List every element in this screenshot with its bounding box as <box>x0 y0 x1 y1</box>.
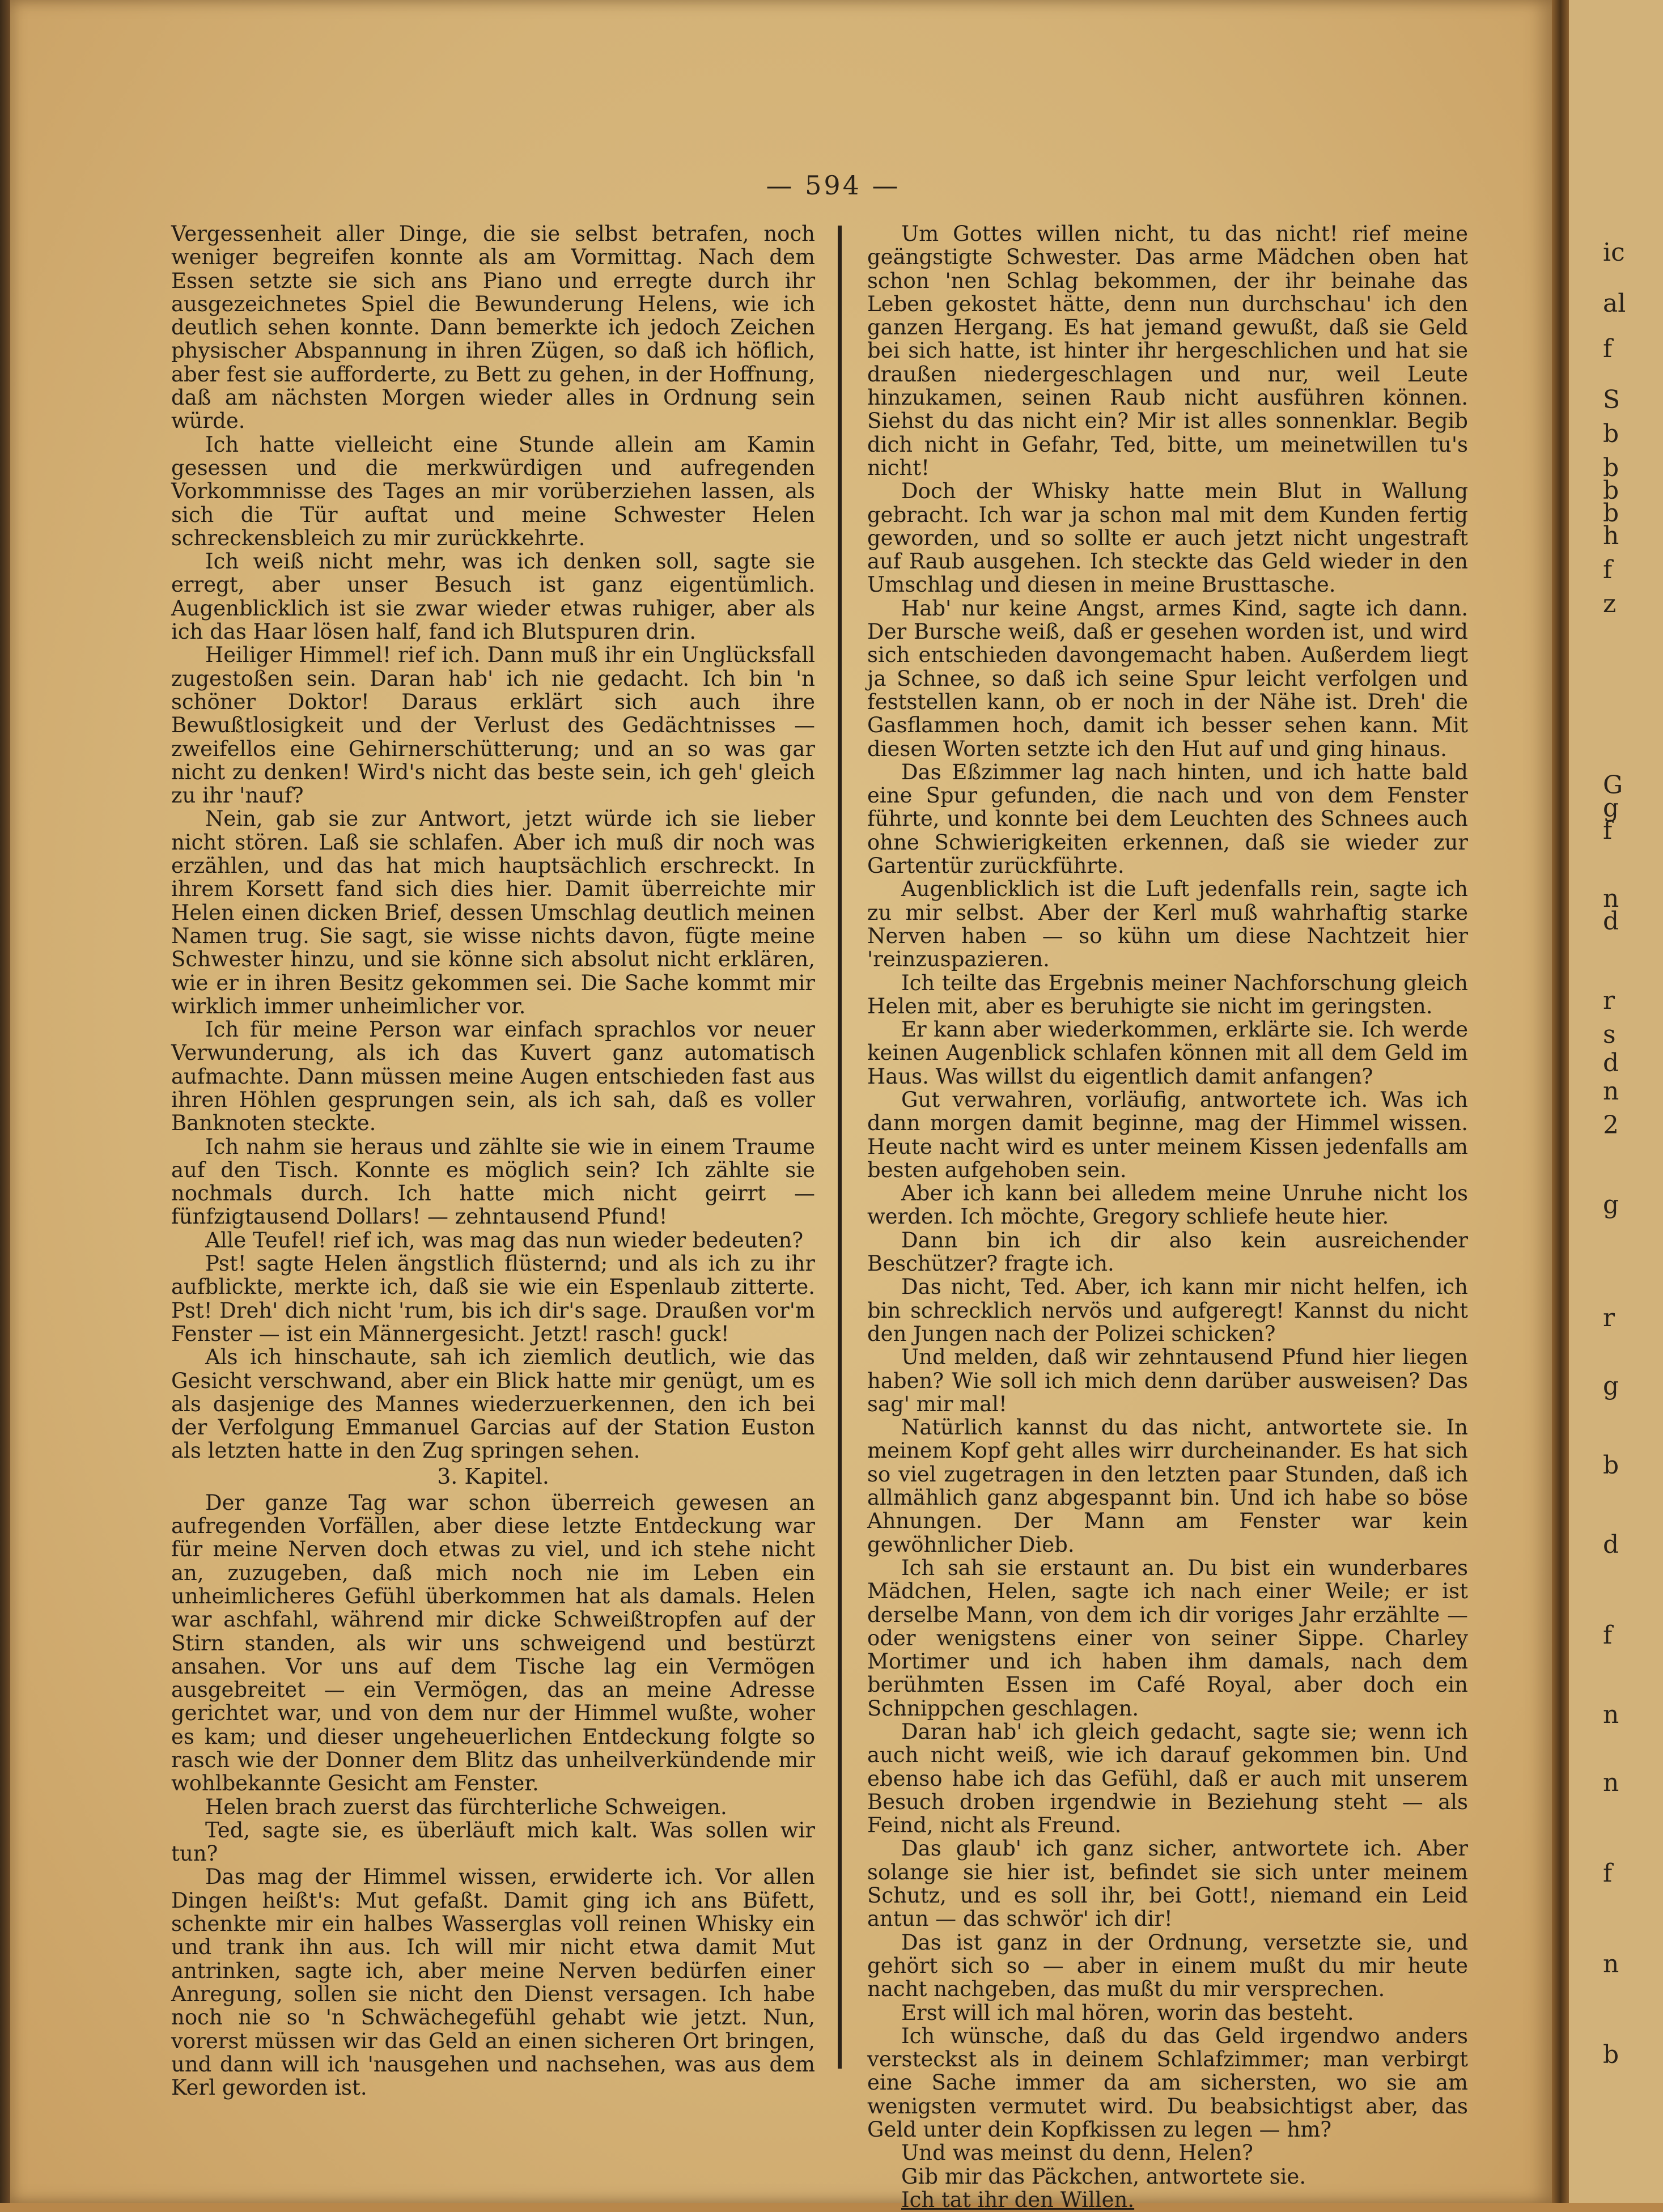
next-page-fragment: r <box>1603 986 1615 1015</box>
next-page-fragment: s <box>1603 1020 1616 1049</box>
next-page-fragment: f <box>1603 334 1613 363</box>
right-paragraph-7: Er kann aber wiederkommen, erklärte sie. Ich werde keinen Augenblick schlafen können mit all dem Geld im Haus. Was willst du eigentlich damit anfangen? <box>867 1017 1468 1089</box>
next-page-fragment: 2 <box>1603 1111 1619 1140</box>
next-page-fragment: z <box>1603 589 1617 618</box>
left-paragraph-14: Das mag der Himmel wissen, erwiderte ich. Vor allen Dingen heißt's: Mut gefaßt. Damit ging ich ans Büfett, schenkte mir ein halbes Wasserglas voll reinen Whisky ein und trank ihn aus. Ich will mir nicht etwa damit Mut antrinken, sagte ich, aber meine Nerven bedürfen einer Anregung, sollen sie nicht den Dienst versagen. Ich habe noch nie so 'n Schwächegefühl gehabt wie jetzt. Nun, vorerst müssen wir das Geld an einen sicheren Ort bringen, und dann will ich 'nausgehen und nachsehen, was aus dem Kerl geworden ist. <box>171 1865 815 2100</box>
right-paragraph-22: Ich tat ihr den Willen. <box>901 2187 1135 2212</box>
right-paragraph-10: Dann bin ich dir also kein ausreichender Beschützer? fragte ich. <box>867 1228 1468 1276</box>
page-number: — 594 — <box>766 170 901 201</box>
next-page-fragment: al <box>1603 289 1626 318</box>
right-paragraph-2: Doch der Whisky hatte mein Blut in Wallung gebracht. Ich war ja schon mal mit dem Kunden fertig geworden, und so sollte er auch jetzt nicht ungestraft auf Raub ausgehen. Ich steckte das Geld wieder in den Umschlag und diesen in meine Brusttasche. <box>867 479 1468 597</box>
next-page-fragment: b <box>1603 453 1619 482</box>
left-column <box>171 222 815 2099</box>
next-page-fragment: b <box>1603 476 1619 505</box>
right-paragraph-21: Gib mir das Päckchen, antwortete sie. <box>901 2164 1306 2189</box>
left-paragraph-8: Alle Teufel! rief ich, was mag das nun wieder bedeuten? <box>205 1228 804 1253</box>
right-paragraph-19: Ich wünsche, daß du das Geld irgendwo anders versteckst als in deinem Schlafzimmer; man verbirgt eine Sache immer da am sichersten, wo sie am wenigsten vermutet wird. Du beabsichtigst aber, das Geld unter dein Kopfkissen zu legen — hm? <box>867 2023 1468 2142</box>
next-page-fragment: h <box>1603 521 1619 550</box>
right-paragraph-15: Daran hab' ich gleich gedacht, sagte sie; wenn ich auch nicht weiß, wie ich darauf gekommen bin. Und ebenso habe ich das Gefühl, daß er auch mit unserem Besuch droben irgendwie in Beziehung steht — als Feind, nicht als Freund. <box>867 1719 1468 1838</box>
next-page-fragment: f <box>1603 816 1613 845</box>
next-page-fragment: d <box>1603 1530 1619 1559</box>
next-page-fragment: g <box>1603 1372 1619 1400</box>
next-page-fragment: r <box>1603 1304 1615 1332</box>
left-paragraph-7: Ich nahm sie heraus und zählte sie wie in einem Traume auf den Tisch. Konnte es möglich sein? Ich zählte sie nochmals durch. Ich hatte mich nicht geirrt — fünfzigtausend Dollars! — zehntausend Pfund! <box>171 1134 815 1229</box>
column-divider <box>838 226 842 2069</box>
right-paragraph-13: Natürlich kannst du das nicht, antwortete sie. In meinem Kopf geht alles wirr durcheinander. Es hat sich so viel zugetragen in den letzten paar Stunden, daß ich allmählich ganz abgespannt bin. Und ich habe so böse Ahnungen. Der Mann am Fenster war kein gewöhnlicher Dieb. <box>867 1415 1468 1557</box>
left-paragraph-9: Pst! sagte Helen ängstlich flüsternd; und als ich zu ihr aufblickte, merkte ich, daß sie wie ein Espenlaub zitterte. Pst! Dreh' dich nicht 'rum, bis ich dir's sage. Draußen vor'm Fenster — ist ein Männergesicht. Jetzt! rasch! guck! <box>171 1251 815 1346</box>
right-column <box>867 222 1468 2211</box>
right-paragraph-12: Und melden, daß wir zehntausend Pfund hier liegen haben? Wie soll ich mich denn darüber ausweisen? Das sag' mir mal! <box>867 1345 1468 1416</box>
next-page-fragment: n <box>1603 1768 1619 1797</box>
left-paragraph-4: Heiliger Himmel! rief ich. Dann muß ihr ein Unglücksfall zugestoßen sein. Daran hab' ich nie gedacht. Ich bin 'n schöner Doktor! Daraus erklärt sich auch ihre Bewußtlosigkeit und der Verlust des Gedächtnisses — zweifellos eine Gehirnerschütterung; und an so was gar nicht zu denken! Wird's nicht das beste sein, ich geh' gleich zu ihr 'nauf? <box>171 643 815 808</box>
right-paragraph-17: Das ist ganz in der Ordnung, versetzte sie, und gehört sich so — aber in einem mußt du mir heute nacht nachgeben, das mußt du mir versprechen. <box>867 1930 1468 2002</box>
right-paragraph-4: Das Eßzimmer lag nach hinten, und ich hatte bald eine Spur gefunden, die nach und von dem Fenster führte, und konnte bei dem Leuchten des Schnees auch ohne Schwierigkeiten erkennen, daß sie wieder zur Gartentür zurückführte. <box>867 759 1468 878</box>
next-page-fragment: f <box>1603 555 1613 584</box>
next-page-fragment: b <box>1603 2040 1619 2069</box>
left-paragraph-11: Der ganze Tag war schon überreich gewesen an aufregenden Vorfällen, aber diese letzte Entdeckung war für meine Nerven doch etwas zu viel, und ich stehe nicht an, zuzugeben, daß mich noch nie im Leben ein unheimlicheres Gefühl überkommen hat als damals. Helen war aschfahl, während mir dicke Schweißtropfen auf der Stirn standen, als wir uns schweigend und bestürzt ansahen. Vor uns auf dem Tische lag ein Vermögen ausgebreitet — ein Vermögen, das an meine Adresse gerichtet war, und von dem nur der Himmel wußte, woher es kam; und dieser ungeheuerlichen Entdeckung folgte so rasch wie der Donner dem Blitz das unheilverkündende mir wohlbekannte Gesicht am Fenster. <box>171 1490 815 1796</box>
next-page-fragment: ic <box>1603 238 1625 267</box>
right-paragraph-11: Das nicht, Ted. Aber, ich kann mir nicht helfen, ich bin schrecklich nervös und aufgeregt! Kannst du nicht den Jungen nach der Polizei schicken? <box>867 1275 1468 1346</box>
next-page-fragment: f <box>1603 1859 1613 1888</box>
right-paragraph-6: Ich teilte das Ergebnis meiner Nachforschung gleich Helen mit, aber es beruhigte sie nicht im geringsten. <box>867 970 1468 1018</box>
next-page-fragment: b <box>1603 419 1619 448</box>
next-page-fragment: g <box>1603 793 1619 822</box>
left-paragraph-2: Ich hatte vielleicht eine Stunde allein am Kamin gesessen und die merkwürdigen und aufregenden Vorkommnisse des Tages an mir vorüberziehen lassen, als sich die Tür auftat und meine Schwester Helen schreckensbleich zu mir zurückkehrte. <box>171 432 815 550</box>
right-paragraph-14: Ich sah sie erstaunt an. Du bist ein wunderbares Mädchen, Helen, sagte ich nach einer Weile; er ist derselbe Mann, von dem ich dir voriges Jahr erzählte — oder wenigstens einer von seiner Sippe. Charley Mortimer und ich haben ihm damals, nach dem berühmten Essen im Café Royal, aber doch ein Schnippchen geschlagen. <box>867 1555 1468 1721</box>
next-page-fragment: d <box>1603 907 1619 936</box>
left-paragraph-5: Nein, gab sie zur Antwort, jetzt würde ich sie lieber nicht stören. Laß sie schlafen. Aber ich muß dir noch was erzählen, und das hat mich hauptsächlich erschreckt. In ihrem Korsett fand sich dies hier. Damit überreichte mir Helen einen dicken Brief, dessen Umschlag deutlich meinen Namen trug. Sie sagt, sie wisse nichts davon, fügte meine Schwester hinzu, und sie könne sich absolut nicht erklären, wie er in ihren Besitz gekommen sei. Die Sache kommt mir wirklich immer unheimlicher vor. <box>171 806 815 1018</box>
left-paragraph-6: Ich für meine Person war einfach sprachlos vor neuer Verwunderung, als ich das Kuvert ganz automatisch aufmachte. Dann müssen meine Augen entschieden fast aus ihren Höhlen gesprungen sein, als ich sah, daß es voller Banknoten steckte. <box>171 1017 815 1136</box>
left-paragraph-10: Als ich hinschaute, sah ich ziemlich deutlich, wie das Gesicht verschwand, aber ein Blick hatte mir genügt, um es als dasjenige des Mannes wiederzuerkennen, den ich bei der Verfolgung Emmanuel Garcias auf der Station Euston als letzten hatte in den Zug springen sehen. <box>171 1345 815 1463</box>
right-paragraph-18: Erst will ich mal hören, worin das besteht. <box>901 2000 1354 2025</box>
right-paragraph-9: Aber ich kann bei alledem meine Unruhe nicht los werden. Ich möchte, Gregory schliefe heute hier. <box>867 1181 1468 1229</box>
next-page-fragment: G <box>1603 771 1623 800</box>
next-page-fragment: f <box>1603 1621 1613 1650</box>
right-paragraph-3: Hab' nur keine Angst, armes Kind, sagte ich dann. Der Bursche weiß, daß er gesehen worden ist, und wird sich entschieden davongemacht haben. Außerdem liegt ja Schnee, so daß ich seine Spur leicht verfolgen und feststellen kann, ob er noch in der Nähe ist. Dreh' die Gasflammen hoch, damit ich besser sehen kann. Mit diesen Worten setzte ich den Hut auf und ging hinaus. <box>867 596 1468 761</box>
next-page-fragment: S <box>1603 385 1620 414</box>
next-page-fragment: b <box>1603 499 1619 528</box>
right-paragraph-8: Gut verwahren, vorläufig, antwortete ich. Was ich dann morgen damit beginne, mag der Himmel wissen. Heute nacht wird es unter meinem Kissen jedenfalls am besten aufgehoben sein. <box>867 1087 1468 1182</box>
scan-left-edge <box>0 0 10 2203</box>
next-page-fragment: d <box>1603 1048 1619 1077</box>
left-paragraph-3: Ich weiß nicht mehr, was ich denken soll, sagte sie erregt, aber unser Besuch ist ganz eigentümlich. Augenblicklich ist sie zwar wieder etwas ruhiger, aber als ich das Haar lösen half, fand ich Blutspuren drin. <box>171 549 815 644</box>
right-paragraph-1: Um Gottes willen nicht, tu das nicht! rief meine geängstigte Schwester. Das arme Mädchen oben hat schon 'nen Schlag bekommen, der ihr beinahe das Leben gekostet hätte, denn nun durchschau' ich den ganzen Hergang. Es hat jemand gewußt, daß sie Geld bei sich hatte, ist hinter ihr hergeschlichen und hat sie draußen niedergeschlagen und nur, weil Leute hinzukamen, seinen Raub nicht ausführen können. Siehst du das nicht ein? Mir ist alles sonnenklar. Begib dich nicht in Gefahr, Ted, bitte, um meinetwillen tu's nicht! <box>867 222 1468 480</box>
next-page-fragment: n <box>1603 1077 1619 1106</box>
left-paragraph-1: Vergessenheit aller Dinge, die sie selbst betrafen, noch weniger begreifen konnte als am Vormittag. Nach dem Essen setzte sie sich ans Piano und erregte durch ihr ausgezeichnetes Spiel die Bewunderung Helens, wie ich deutlich sehen konnte. Dann bemerkte ich jedoch Zeichen physischer Abspannung in ihren Zügen, so daß ich höflich, aber fest sie aufforderte, zu Bett zu gehen, in der Hoffnung, daß am nächsten Morgen wieder alles in Ordnung sein würde. <box>171 222 815 434</box>
next-page-fragment: n <box>1603 884 1619 913</box>
left-paragraph-13: Ted, sagte sie, es überläuft mich kalt. Was sollen wir tun? <box>171 1818 815 1866</box>
next-page-edge <box>1569 0 1663 2203</box>
next-page-fragment: g <box>1603 1190 1619 1219</box>
chapter-heading: 3. Kapitel. <box>437 1463 549 1489</box>
next-page-fragment: b <box>1603 1451 1619 1480</box>
next-page-fragment: n <box>1603 1700 1619 1729</box>
book-gutter <box>1552 0 1569 2203</box>
right-paragraph-5: Augenblicklich ist die Luft jedenfalls rein, sagte ich zu mir selbst. Aber der Kerl muß wahrhaftig starke Nerven haben — so kühn um diese Nachtzeit hier 'reinzuspazieren. <box>867 877 1468 972</box>
left-paragraph-12: Helen brach zuerst das fürchterliche Schweigen. <box>205 1794 727 1819</box>
right-paragraph-20: Und was meinst du denn, Helen? <box>901 2141 1253 2166</box>
next-page-fragment: n <box>1603 1950 1619 1979</box>
right-paragraph-16: Das glaub' ich ganz sicher, antwortete ich. Aber solange sie hier ist, befindet sie sich unter meinem Schutz, und es soll ihr, bei Gott!, niemand ein Leid antun — das schwör' ich dir! <box>867 1836 1468 1931</box>
